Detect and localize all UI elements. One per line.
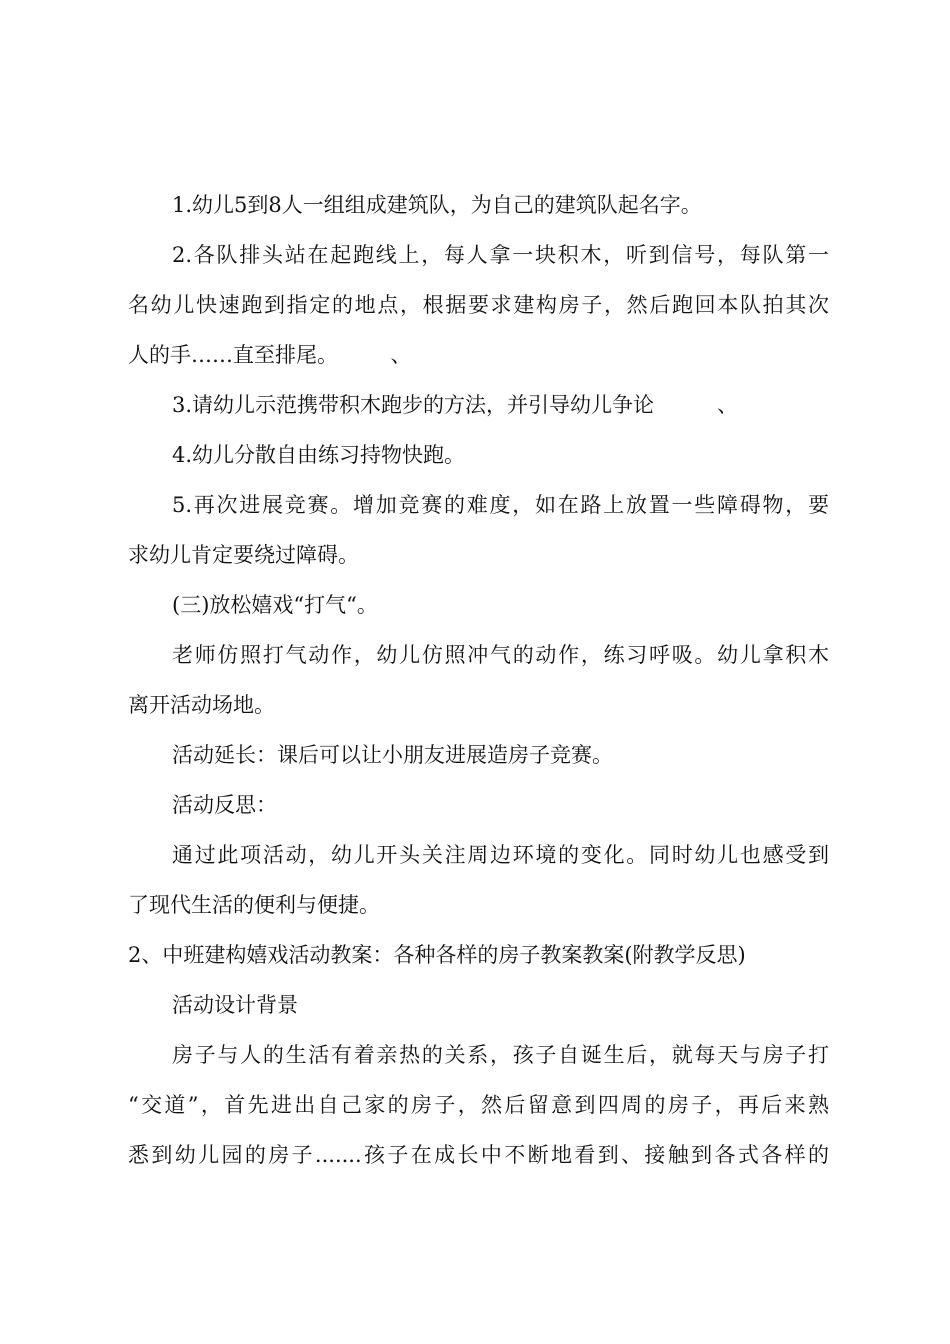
text-line	[172, 491, 829, 519]
text-line	[172, 241, 829, 269]
text-line	[172, 1041, 829, 1069]
text-line-content: 2.各队排头站在起跑线上，每人拿一块积木，听到信号，每队第一	[172, 243, 829, 267]
section-heading: 活动设计背景	[172, 993, 298, 1017]
text-line-content: 名幼儿快速跑到指定的地点，根据要求建构房子，然后跑回本队拍其次	[128, 293, 829, 317]
text-line: 活动延长：课后可以让小朋友进展造房子竞赛。	[172, 743, 613, 767]
text-line: 了现代生活的便利与便捷。	[128, 893, 380, 917]
text-line	[172, 641, 829, 669]
text-line: 3.请幼儿示范携带积木跑步的方法，并引导幼儿争论 、	[172, 393, 739, 417]
text-line	[128, 291, 829, 319]
section-heading: 活动反思：	[172, 793, 277, 817]
text-line: 4.幼儿分散自由练习持物快跑。	[172, 443, 466, 467]
text-line-content: 老师仿照打气动作，幼儿仿照冲气的动作，练习呼吸。幼儿拿积木	[172, 643, 829, 667]
text-line-content: “交道”，首先进出自己家的房子，然后留意到四周的房子，再后来熟	[128, 1093, 829, 1117]
text-line	[128, 1141, 829, 1169]
article-title: 2、中班建构嬉戏活动教案：各种各样的房子教案教案(附教学反思)	[128, 943, 746, 967]
text-line-content: 房子与人的生活有着亲热的关系，孩子自诞生后，就每天与房子打	[172, 1043, 829, 1067]
text-line-content: 通过此项活动，幼儿开头关注周边环境的变化。同时幼儿也感受到	[172, 843, 829, 867]
text-line-content: 5.再次进展竞赛。增加竞赛的难度，如在路上放置一些障碍物，要	[172, 493, 829, 517]
text-line	[128, 1091, 829, 1119]
text-line-content: 悉到幼儿园的房子.......孩子在成长中不断地看到、接触到各式各样的	[128, 1143, 829, 1167]
text-line: 求幼儿肯定要绕过障碍。	[128, 543, 359, 567]
section-heading: (三)放松嬉戏“打气“。	[172, 593, 378, 617]
text-line	[172, 841, 829, 869]
text-line: 离开活动场地。	[128, 693, 275, 717]
text-line: 人的手……直至排尾。 、	[128, 343, 412, 367]
text-line: 1.幼儿5到8人一组组成建筑队，为自己的建筑队起名字。	[172, 193, 702, 217]
